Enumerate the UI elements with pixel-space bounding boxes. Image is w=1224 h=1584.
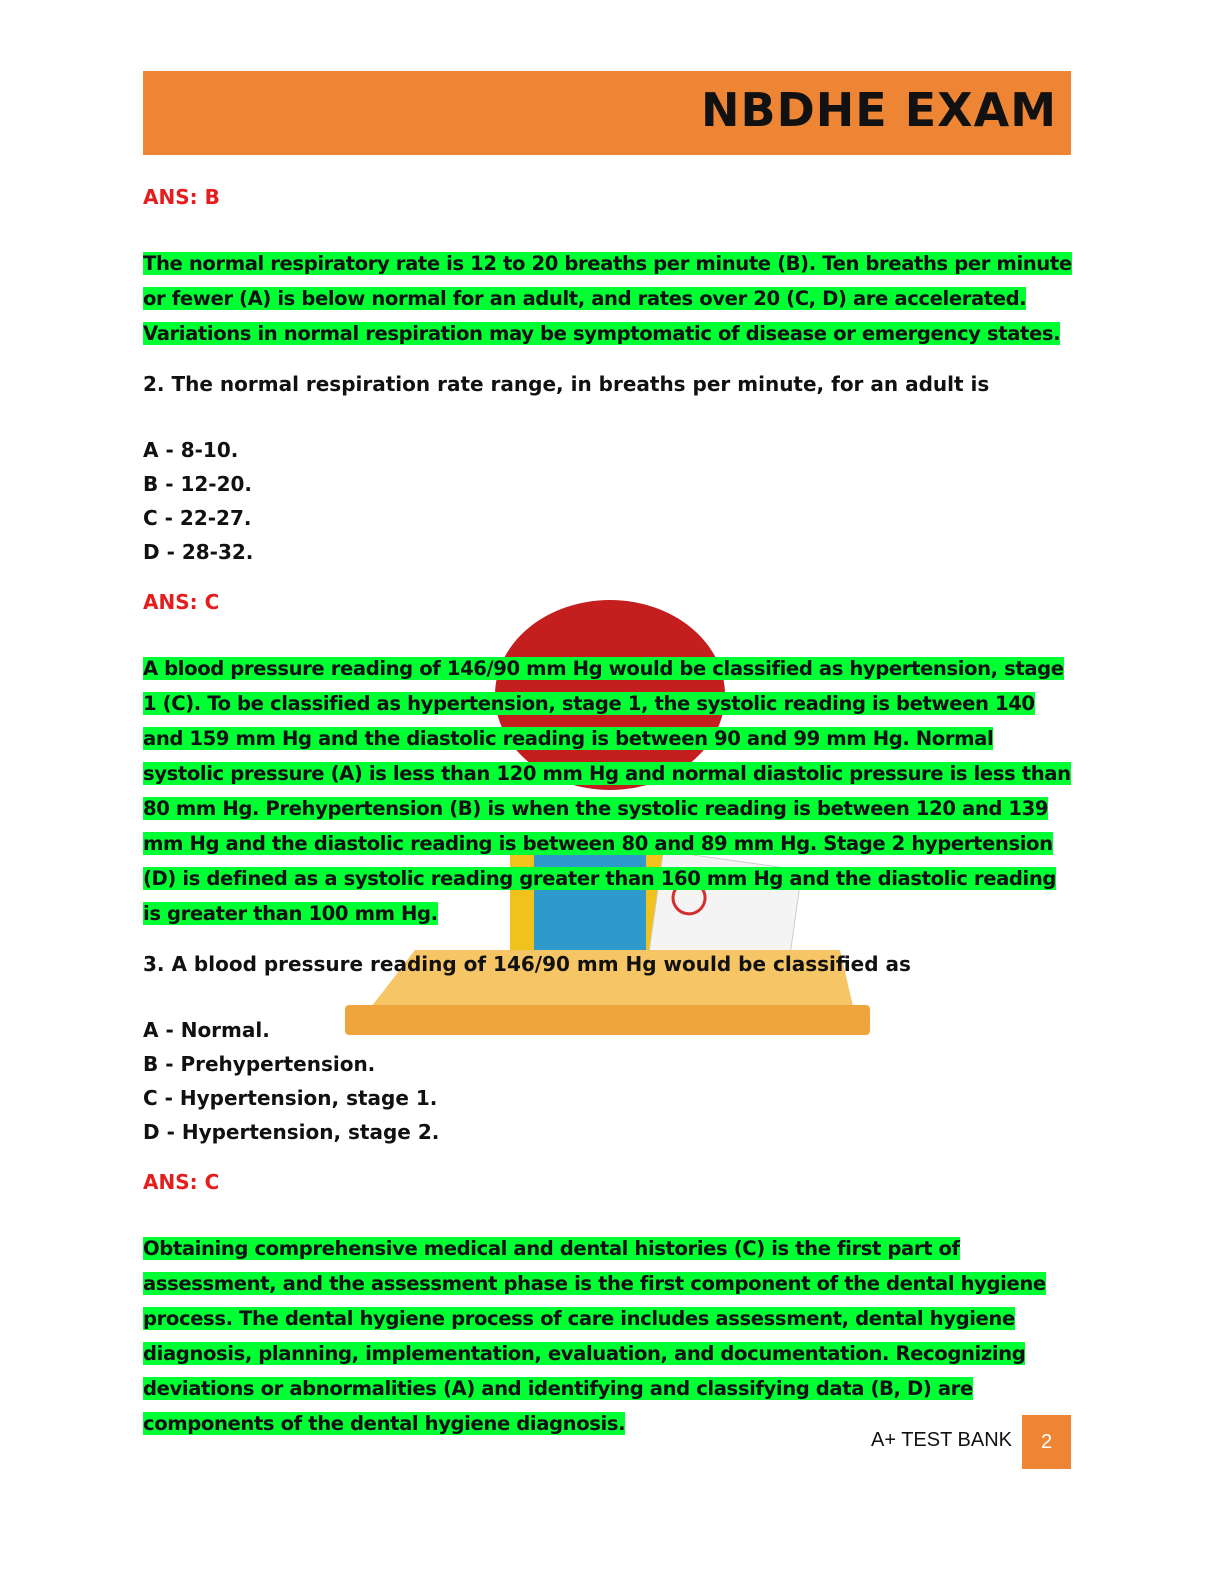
answer-label: ANS: C [143,590,220,614]
header-band [143,71,1071,155]
document-body [143,180,1073,1441]
page-title: NBDHE EXAM [701,83,1057,137]
option-item: C - 22-27. [143,506,252,530]
option-item: A - 8-10. [143,438,239,462]
option-item: C - Hypertension, stage 1. [143,1086,438,1110]
rationale-text: A blood pressure reading of 146/90 mm Hg would be classified as hypertension, stage 1 (C). To be classified as hypertension, stage 1, the systolic reading is between 140 and 159 mm Hg and the diastolic reading is between 90 and 99 mm Hg. Normal systolic pressure (A) is less than 120 mm Hg and normal diastolic pressure is less than 80 mm Hg. Prehypertension (B) is when the systolic reading is between 120 and 139 mm Hg and the diastolic reading is between 80 and 89 mm Hg. Stage 2 hypertension (D) is defined as a systolic reading greater than 160 mm Hg and the diastolic reading is greater than 100 mm Hg. [143,657,1071,925]
rationale-text: Obtaining comprehensive medical and dental histories (C) is the first part of assessment, and the assessment phase is the first component of the dental hygiene process. The dental hygiene process of care includes assessment, dental hygiene diagnosis, planning, implementation, evaluation, and documentation. Recognizing deviations or abnormalities (A) and identifying and classifying data (B, D) are components of the dental hygiene diagnosis. [143,1237,1046,1435]
option-item: B - 12-20. [143,472,253,496]
option-item: A - Normal. [143,1018,270,1042]
question-text: 3. A blood pressure reading of 146/90 mm Hg would be classified as [143,952,911,976]
option-item: B - Prehypertension. [143,1052,376,1076]
footer-label: A+ TEST BANK [871,1429,1012,1451]
option-item: D - Hypertension, stage 2. [143,1120,440,1144]
option-item: D - 28-32. [143,540,254,564]
question-text: 2. The normal respiration rate range, in breaths per minute, for an adult is [143,372,990,396]
answer-label: ANS: C [143,1170,220,1194]
page-number: 2 [1040,1430,1053,1453]
rationale-text: The normal respiratory rate is 12 to 20 breaths per minute (B). Ten breaths per minute or fewer (A) is below normal for an adult, and rates over 20 (C, D) are accelerated. Variations in normal respiration may be symptomatic of disease or emergency states. [143,252,1072,345]
answer-label: ANS: B [143,185,220,209]
